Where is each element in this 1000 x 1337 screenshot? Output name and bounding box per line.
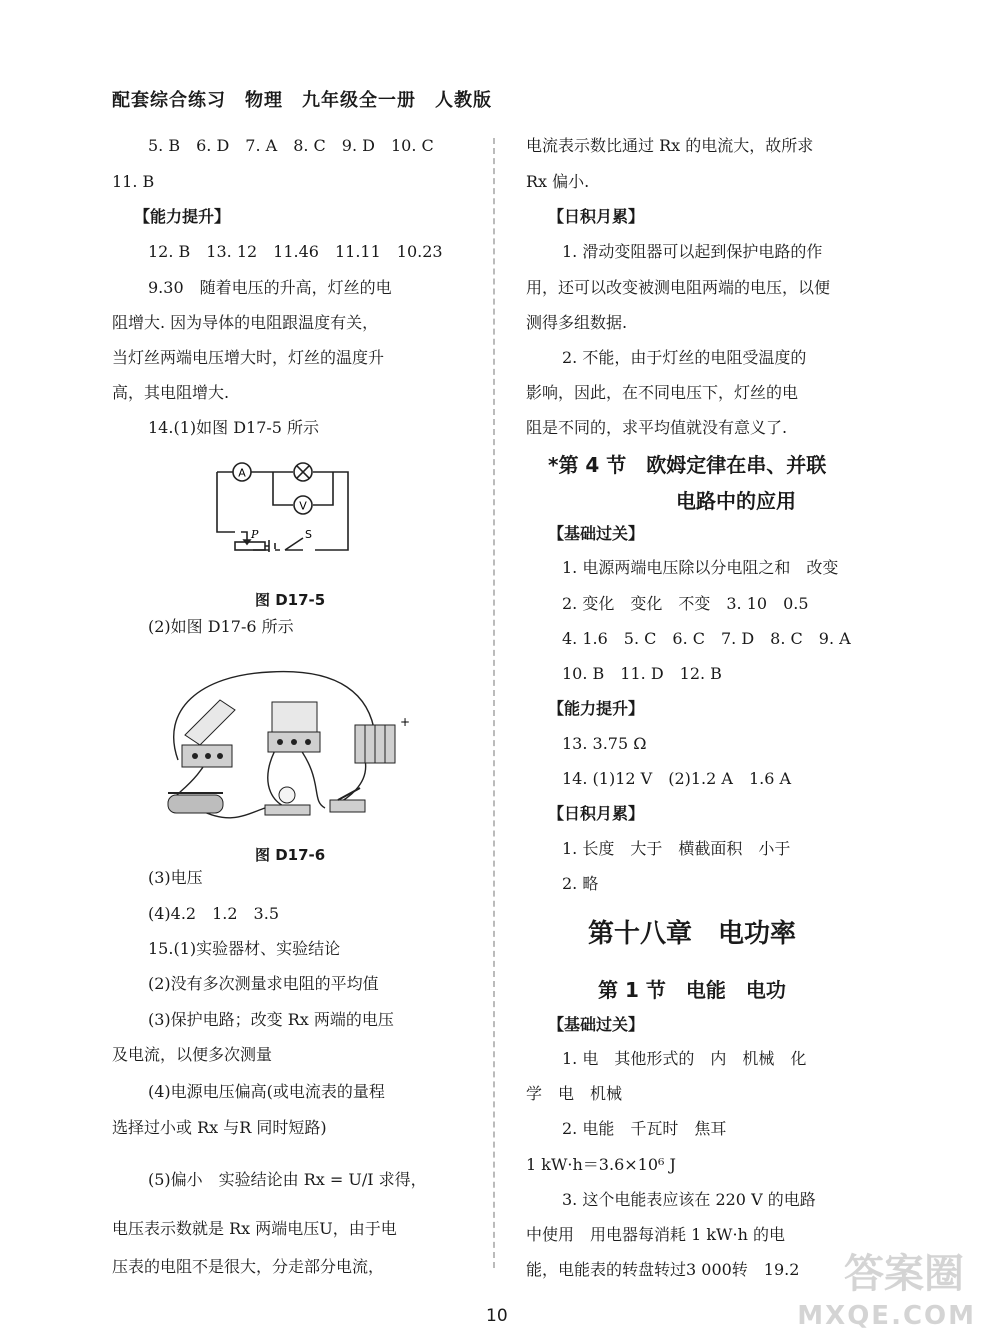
bulb-device [265,787,310,815]
answer-line: 10. B 11. D 12. B [562,664,722,683]
answer-line: 能，电能表的转盘转过3 000转 19.2 [526,1260,800,1279]
slider-label: P [251,528,259,541]
answer-line: 2. 电能 千瓦时 焦耳 [562,1119,727,1138]
figure-caption: 图 D17-6 [255,846,326,864]
answer-line: 14. (1)12 V (2)1.2 A 1.6 A [562,769,792,788]
answer-line: 14.(1)如图 D17-5 所示 [148,418,320,437]
answer-line: 12. B 13. 12 11.46 11.11 10.23 [148,242,443,261]
voltmeter-device [268,702,320,752]
answer-line: 1. 电源两端电压除以分电阻之和 改变 [562,558,839,577]
section-title: *第 4 节 欧姆定律在串、并联 [548,453,827,477]
watermark-logo: 答案圈 [844,1251,964,1297]
section-title: 第 1 节 电能 电功 [598,978,786,1002]
answer-line: Rx 偏小. [526,172,590,191]
section-heading: 【日积月累】 [548,207,645,226]
ammeter-label: A [238,466,246,480]
switch-label: S [305,528,312,541]
answer-line: 测得多组数据. [526,313,628,332]
answer-line: 15.(1)实验器材、实验结论 [148,939,341,958]
answer-line: (3)电压 [148,868,203,887]
section-title: 电路中的应用 [676,489,796,513]
answer-line: (2)如图 D17-6 所示 [148,617,294,636]
answer-line: 1 kW·h＝3.6×10⁶ J [526,1155,676,1174]
answer-line: (5)偏小 实验结论由 Rx = U/I 求得， [148,1170,427,1189]
section-heading: 【基础过关】 [548,1015,645,1034]
answer-line: 1. 长度 大于 横截面积 小于 [562,839,791,858]
voltmeter-label: V [299,499,307,513]
circuit-diagram-d17-5 [205,450,360,565]
ammeter-device [182,700,235,767]
answer-line: 3. 这个电能表应该在 220 V 的电路 [562,1190,816,1209]
answer-line: 高，其电阻增大. [112,383,230,402]
answer-line: (3)保护电路；改变 Rx 两端的电压 [148,1010,394,1029]
svg-text:+: + [400,715,411,729]
section-heading: 【能力提升】 [548,699,645,718]
rheostat-device [168,793,223,813]
answer-line: (2)没有多次测量求电阻的平均值 [148,974,379,993]
section-heading: 【日积月累】 [548,804,645,823]
section-heading: 【能力提升】 [134,207,231,226]
figure-caption: 图 D17-5 [255,591,326,609]
answer-line: 13. 3.75 Ω [562,734,647,753]
section-heading: 【基础过关】 [548,524,645,543]
answer-line: 11. B [112,172,155,191]
chapter-title: 第十八章 电功率 [588,919,797,949]
answer-line: 压表的电阻不是很大，分走部分电流， [112,1257,385,1276]
answer-line: 选择过小或 Rx 与R 同时短路) [112,1118,327,1137]
page-header: 配套综合练习 物理 九年级全一册 人教版 [112,90,492,111]
answer-line: 阻增大. 因为导体的电阻跟温度有关， [112,313,379,332]
answer-line: 阻是不同的，求平均值就没有意义了. [526,418,788,437]
answer-line: 2. 略 [562,874,599,893]
answer-line: 1. 电 其他形式的 内 机械 化 [562,1049,807,1068]
watermark-url: MXQE.COM [797,1301,976,1331]
answer-line: 电压表示数就是 Rx 两端电压U，由于电 [112,1219,397,1238]
answer-line: (4)4.2 1.2 3.5 [148,904,280,923]
answer-line: 4. 1.6 5. C 6. C 7. D 8. C 9. A [562,629,851,648]
answer-line: 中使用 用电器每消耗 1 kW·h 的电 [526,1225,785,1244]
answer-line: 当灯丝两端电压增大时，灯丝的温度升 [112,348,385,367]
answer-line: 9.30 随着电压的升高，灯丝的电 [148,278,392,297]
answer-line: 影响，因此，在不同电压下，灯丝的电 [526,383,799,402]
answer-line: 2. 不能，由于灯丝的电阻受温度的 [562,348,807,367]
answer-line: 及电流，以便多次测量 [112,1045,273,1064]
answer-line: 2. 变化 变化 不变 3. 10 0.5 [562,594,809,613]
battery-device [355,715,410,763]
answer-line: 学 电 机械 [526,1084,623,1103]
answer-line: 电流表示数比通过 Rx 的电流大，故所求 [526,136,814,155]
answer-line: 5. B 6. D 7. A 8. C 9. D 10. C [148,136,434,155]
answer-line: (4)电源电压偏高(或电流表的量程 [148,1082,385,1101]
answer-line: 用，还可以改变被测电阻两端的电压，以便 [526,278,831,297]
column-divider [493,138,495,1268]
answer-line: 1. 滑动变阻器可以起到保护电路的作 [562,242,823,261]
page-number: 10 [486,1306,508,1326]
switch-device [330,788,365,812]
wiring-diagram-d17-6 [160,650,415,835]
